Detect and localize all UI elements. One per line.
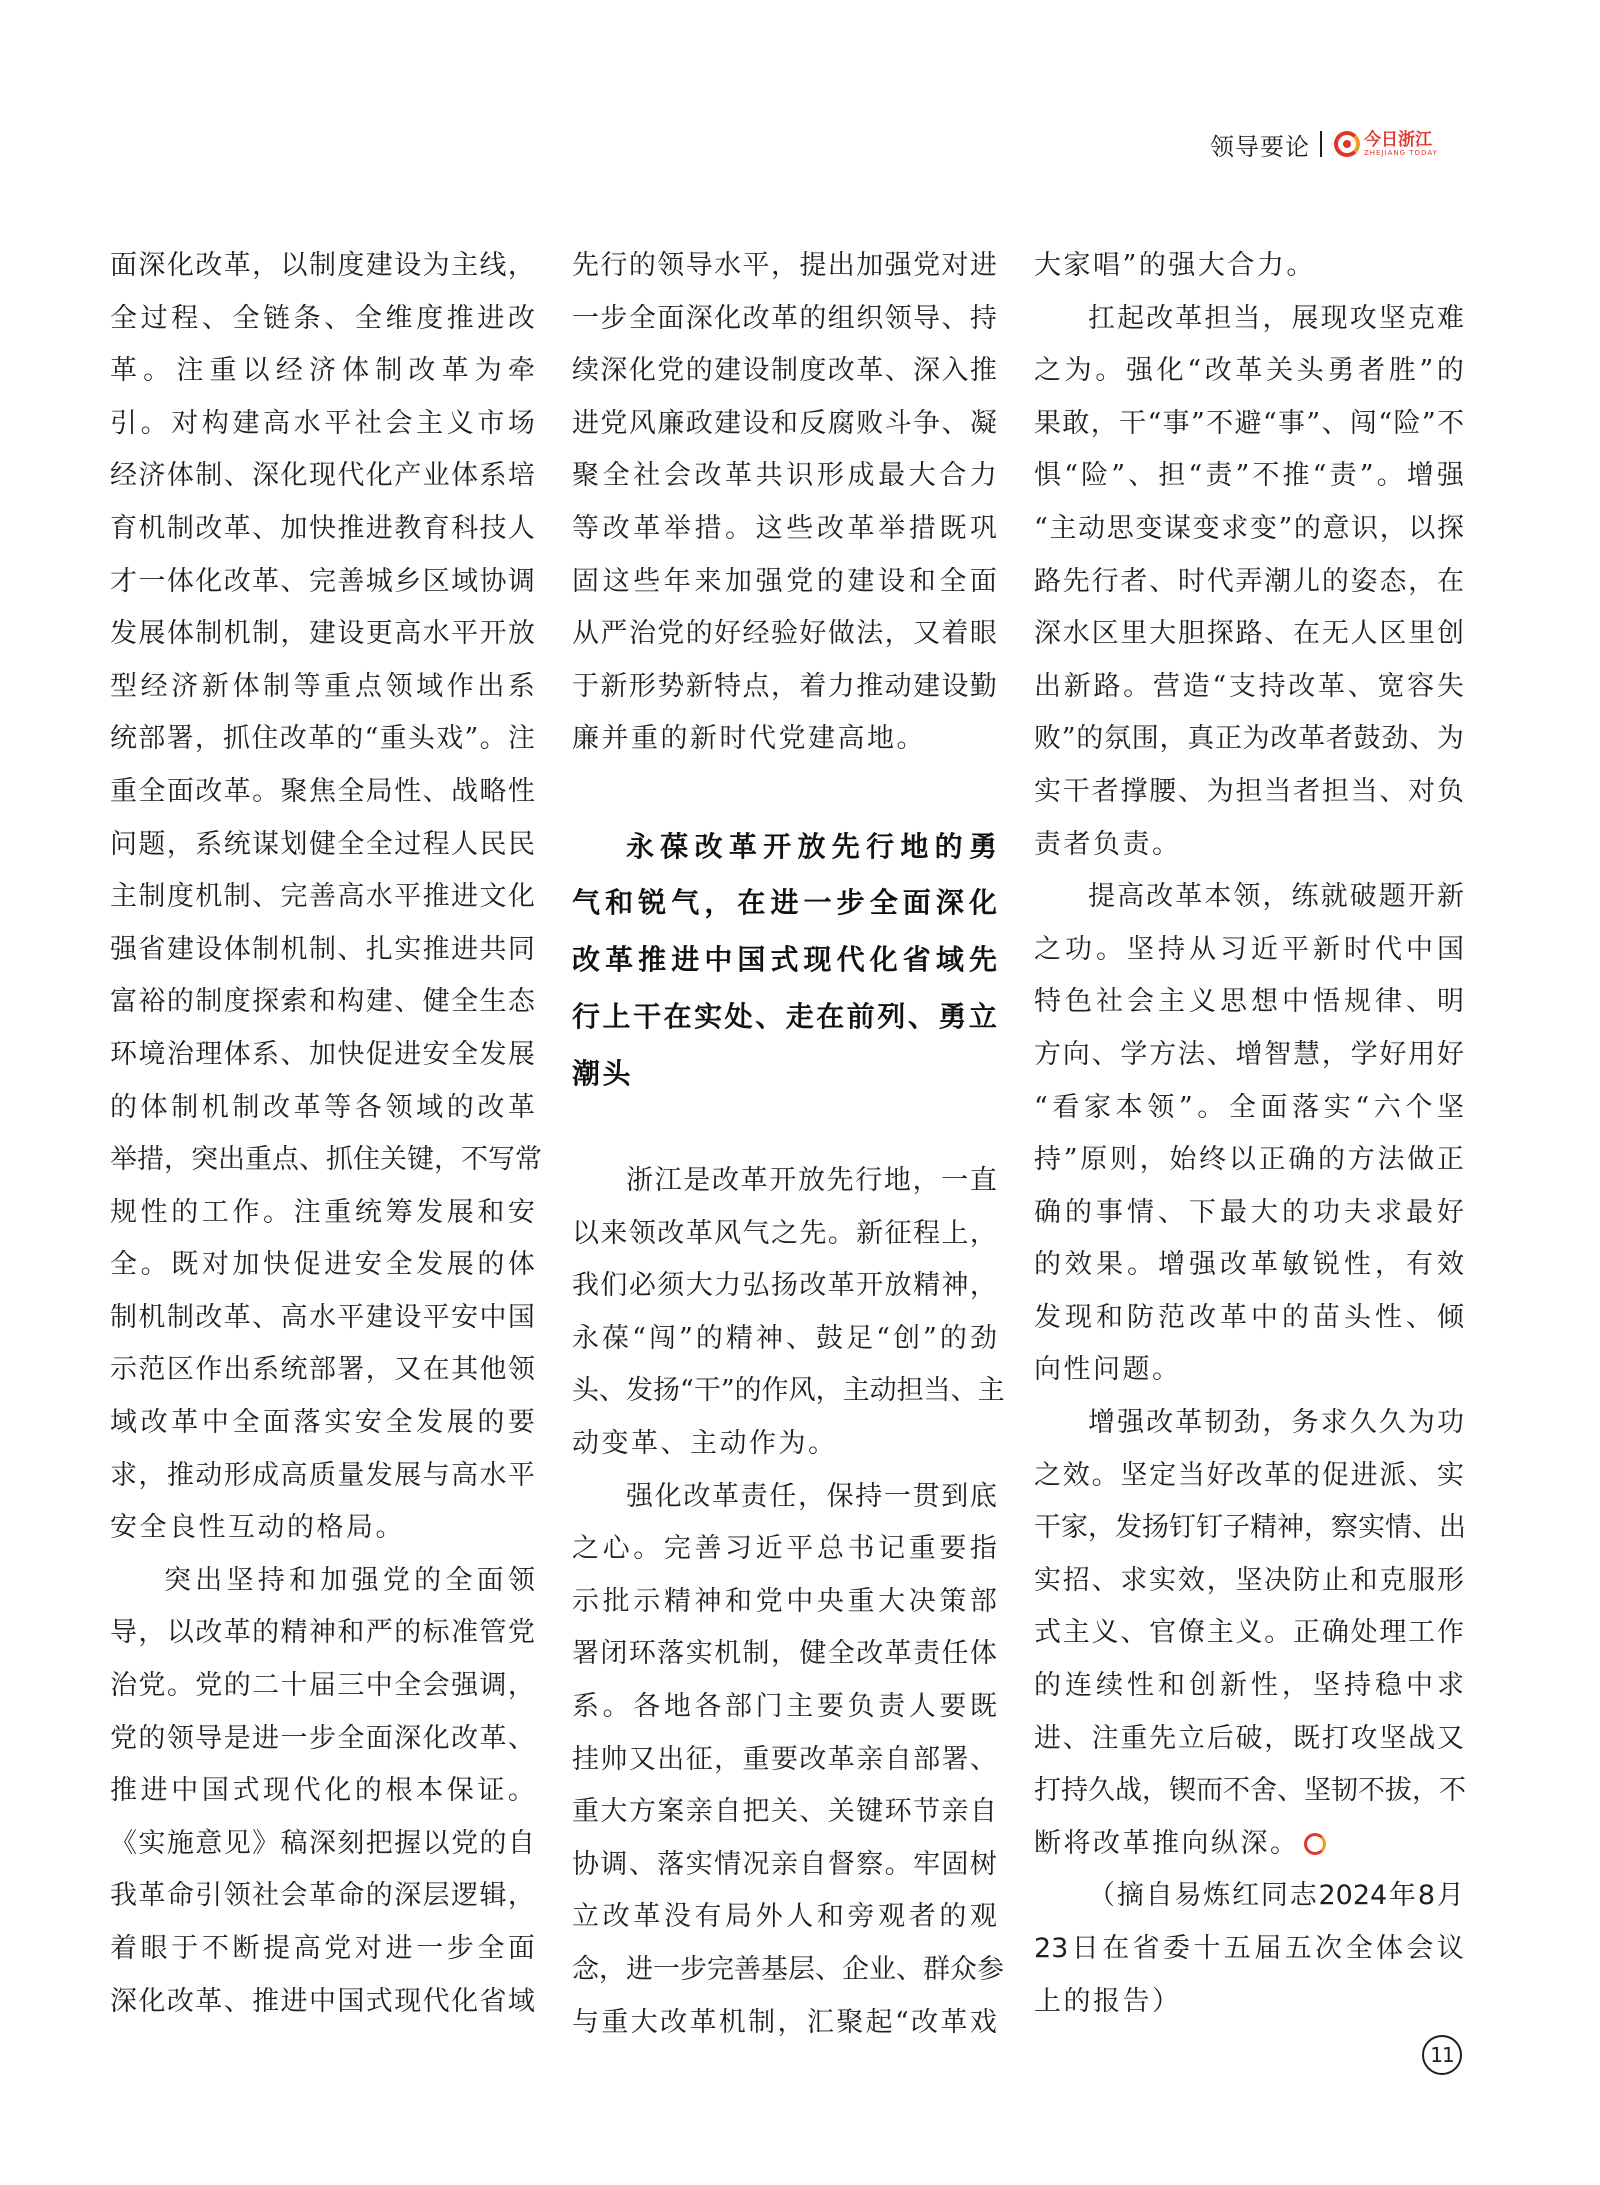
text-line: 扛 起 改 革 担 当 ， 展 现 攻 坚 克 难 (1088, 302, 1464, 334)
spiral-logo-icon (1334, 131, 1360, 157)
text-line: 聚 全 社 会 改 革 共 识 形 成 最 大 合 力 (572, 460, 997, 492)
text-line: 之 心 。 完 善 习 近 平 总 书 记 重 要 指 (572, 1533, 997, 1565)
text-line: 强 化 改 革 责 任 ， 保 持 一 贯 到 底 (626, 1480, 997, 1512)
text-line: 我 革 命 引 领 社 会 革 命 的 深 层 逻 辑 ， (110, 1880, 535, 1912)
text-line: 着 眼 于 不 断 提 高 党 对 进 一 步 全 面 (110, 1933, 535, 1964)
text-line: 头 、 发 扬 “ 干 ” 的 作 风 ， 主 动 担 当 、 主 (572, 1375, 1005, 1407)
text-line: 23 日 在 省 委 十 五 届 五 次 全 体 会 议 (1034, 1933, 1464, 1964)
text-line: 育 机 制 改 革 、 加 快 推 进 教 育 科 技 人 (110, 512, 535, 544)
section-label: 领导要论 (1210, 132, 1310, 161)
text-line: 才 一 体 化 改 革 、 完 善 城 乡 区 域 协 调 (110, 565, 535, 597)
heading-line: 潮 头 (572, 1056, 631, 1090)
paragraph-gap (572, 766, 997, 819)
text-line: 提 高 改 革 本 领 ， 练 就 破 题 开 新 (1088, 881, 1464, 913)
text-line: 全 过 程 、 全 链 条 、 全 维 度 推 进 改 (110, 302, 535, 334)
text-line: 于 新 形 势 新 特 点 ， 着 力 推 动 建 设 勤 (572, 670, 997, 702)
text-line: 续 深 化 党 的 建 设 制 度 改 革 、 深 入 推 (572, 355, 997, 387)
text-line: 域 改 革 中 全 面 落 实 安 全 发 展 的 要 (110, 1407, 535, 1439)
text-line: 求 ， 推 动 形 成 高 质 量 发 展 与 高 水 平 (110, 1459, 535, 1491)
text-line: （ 摘 自 易 炼 红 同 志 2024 年 8 月 (1088, 1880, 1464, 1912)
text-line: 环 境 治 理 体 系 、 加 快 促 进 安 全 发 展 (110, 1038, 535, 1070)
heading-line: 改 革 推 进 中 国 式 现 代 化 省 域 先 (572, 943, 997, 977)
text-line: 实 干 者 撑 腰 、 为 担 当 者 担 当 、 对 负 (1034, 775, 1464, 807)
text-line: 革 。 注 重 以 经 济 体 制 改 革 为 牵 (110, 355, 535, 387)
paragraph-gap (572, 1103, 997, 1156)
text-line: 导 ， 以 改 革 的 精 神 和 严 的 标 准 管 党 (110, 1617, 535, 1649)
section-heading (572, 819, 997, 1103)
text-line: 等 改 革 举 措 。 这 些 改 革 举 措 既 巩 (572, 512, 997, 544)
text-line: 确 的 事 情 、 下 最 大 的 功 夫 求 最 好 (1034, 1196, 1464, 1228)
text-line: 的 连 续 性 和 创 新 性 ， 坚 持 稳 中 求 (1034, 1670, 1464, 1702)
text-line: 重 大 方 案 亲 自 把 关 、 关 键 环 节 亲 自 (572, 1796, 997, 1828)
text-line: 《 实 施 意 见 》 稿 深 刻 把 握 以 党 的 自 (110, 1827, 535, 1859)
text-line: 挂 帅 又 出 征 ， 重 要 改 革 亲 自 部 署 、 (572, 1743, 997, 1775)
text-line: 之 功 。 坚 持 从 习 近 平 新 时 代 中 国 (1034, 933, 1464, 965)
text-line: 发 展 体 制 机 制 ， 建 设 更 高 水 平 开 放 (110, 618, 535, 650)
text-line: 一 步 全 面 深 化 改 革 的 组 织 领 导 、 持 (572, 302, 997, 334)
heading-line: 行 上 干 在 实 处 、 走 在 前 列 、 勇 立 (572, 999, 997, 1033)
text-line: 问 题 ， 系 统 谋 划 健 全 全 过 程 人 民 民 (110, 828, 535, 860)
text-line: 方 向 、 学 方 法 、 增 智 慧 ， 学 好 用 好 (1034, 1038, 1464, 1070)
text-line: 断 将 改 革 推 向 纵 深 。 (1034, 1818, 1464, 1871)
text-line: 我 们 必 须 大 力 弘 扬 改 革 开 放 精 神 ， (572, 1270, 997, 1302)
text-line: 固 这 些 年 来 加 强 党 的 建 设 和 全 面 (572, 565, 997, 597)
publication-logo (1334, 131, 1438, 157)
text-line: 深 化 改 革 、 推 进 中 国 式 现 代 化 省 域 (110, 1985, 535, 2017)
text-line: 型 经 济 新 体 制 等 重 点 领 域 作 出 系 (110, 670, 535, 702)
text-line: 突 出 坚 持 和 加 强 党 的 全 面 领 (164, 1564, 535, 1596)
text-line: 干 家 ， 发 扬 钉 钉 子 精 神 ， 察 实 情 、 出 (1034, 1512, 1466, 1544)
text-line: 与 重 大 改 革 机 制 ， 汇 聚 起 “ 改 革 戏 (572, 2006, 997, 2038)
header-divider (1320, 131, 1322, 157)
text-line: 上 的 报 告 ） (1034, 1985, 1179, 2017)
text-line: 富 裕 的 制 度 探 索 和 构 建 、 健 全 生 态 (110, 986, 535, 1018)
text-line: 式 主 义 、 官 僚 主 义 。 正 确 处 理 工 作 (1034, 1617, 1464, 1649)
text-line: 重 全 面 改 革 。 聚 焦 全 局 性 、 战 略 性 (110, 775, 535, 807)
text-line: 强 省 建 设 体 制 机 制 、 扎 实 推 进 共 同 (110, 933, 535, 965)
text-column-2 (572, 240, 1005, 2049)
text-line: 举 措 ， 突 出 重 点 、 抓 住 关 键 ， 不 写 常 (110, 1144, 542, 1176)
text-line: 浙 江 是 改 革 开 放 先 行 地 ， 一 直 (626, 1165, 997, 1197)
text-line: 主 制 度 机 制 、 完 善 高 水 平 推 进 文 化 (110, 881, 535, 913)
text-line: 的 效 果 。 增 强 改 革 敏 锐 性 ， 有 效 (1034, 1249, 1464, 1281)
text-line: 示 批 示 精 神 和 党 中 央 重 大 决 策 部 (572, 1585, 997, 1617)
text-line: 先 行 的 领 导 水 平 ， 提 出 加 强 党 对 进 (572, 250, 997, 281)
text-line: 规 性 的 工 作 。 注 重 统 筹 发 展 和 安 (110, 1196, 535, 1228)
page-number: 11 (1422, 2035, 1462, 2075)
text-line: 示 范 区 作 出 系 统 部 署 ， 又 在 其 他 领 (110, 1354, 535, 1386)
text-line: 系 。 各 地 各 部 门 主 要 负 责 人 要 既 (572, 1691, 997, 1723)
text-line: 制 机 制 改 革 、 高 水 平 建 设 平 安 中 国 (110, 1301, 535, 1333)
text-column-1 (110, 240, 542, 2028)
text-line: 果 敢 ， 干 “ 事 ” 不 避 “ 事 ” 、 闯 “ 险 ” 不 (1034, 407, 1464, 439)
text-line: 败 ” 的 氛 围 ， 真 正 为 改 革 者 鼓 劲 、 为 (1034, 723, 1464, 755)
text-line: 念 ， 进 一 步 完 善 基 层 、 企 业 、 群 众 参 (572, 1954, 1004, 1986)
logo-subtext: ZHEJIANG TODAY (1364, 149, 1438, 157)
text-line: 责 者 负 责 。 (1034, 828, 1179, 860)
text-line: 惧 “ 险 ” 、 担 “ 责 ” 不 推 “ 责 ” 。 增 强 (1034, 460, 1464, 492)
text-line: “ 主 动 思 变 谋 变 求 变 ” 的 意 识 ， 以 探 (1034, 512, 1464, 544)
heading-line: 气 和 锐 气 ， 在 进 一 步 全 面 深 化 (572, 886, 997, 920)
text-line: 持 ” 原 则 ， 始 终 以 正 确 的 方 法 做 正 (1034, 1144, 1464, 1176)
spiral-end-mark-icon (1304, 1833, 1326, 1855)
text-column-3 (1034, 240, 1464, 2028)
text-line: 打 持 久 战 ， 锲 而 不 舍 、 坚 韧 不 拔 ， 不 (1034, 1775, 1466, 1807)
text-line: 特 色 社 会 主 义 思 想 中 悟 规 律 、 明 (1034, 986, 1464, 1018)
text-line: 大 家 唱 ” 的 强 大 合 力 。 (1034, 250, 1314, 281)
text-line: 进 、 注 重 先 立 后 破 ， 既 打 攻 坚 战 又 (1034, 1722, 1464, 1754)
text-line: 发 现 和 防 范 改 革 中 的 苗 头 性 、 倾 (1034, 1301, 1464, 1333)
text-line: 党 的 领 导 是 进 一 步 全 面 深 化 改 革 、 (110, 1722, 535, 1754)
text-line: 全 。 既 对 加 快 促 进 安 全 发 展 的 体 (110, 1249, 535, 1281)
text-line: 面 深 化 改 革 ， 以 制 度 建 设 为 主 线 ， (110, 250, 535, 281)
text-line: 经 济 体 制 、 深 化 现 代 化 产 业 体 系 培 (110, 460, 535, 492)
text-line: 从 严 治 党 的 好 经 验 好 做 法 ， 又 着 眼 (572, 618, 997, 650)
text-line: 之 为 。 强 化 “ 改 革 关 头 勇 者 胜 ” 的 (1034, 355, 1464, 387)
text-line: 推 进 中 国 式 现 代 化 的 根 本 保 证 。 (110, 1775, 535, 1807)
text-line: 引 。 对 构 建 高 水 平 社 会 主 义 市 场 (110, 407, 535, 439)
text-line: 向 性 问 题 。 (1034, 1354, 1179, 1386)
text-line: 之 效 。 坚 定 当 好 改 革 的 促 进 派 、 实 (1034, 1459, 1464, 1491)
text-line: 以 来 领 改 革 风 气 之 先 。 新 征 程 上 ， (572, 1217, 997, 1249)
text-line: 治 党 。 党 的 二 十 届 三 中 全 会 强 调 ， (110, 1670, 535, 1702)
text-line: 的 体 制 机 制 改 革 等 各 领 域 的 改 革 (110, 1091, 535, 1123)
text-line: 署 闭 环 落 实 机 制 ， 健 全 改 革 责 任 体 (572, 1638, 997, 1670)
text-line: 永 葆 “ 闯 ” 的 精 神 、 鼓 足 “ 创 ” 的 劲 (572, 1322, 997, 1354)
logo-text: 今日浙江 (1364, 130, 1432, 150)
text-line: 统 部 署 ， 抓 住 改 革 的 “ 重 头 戏 ” 。 注 (110, 723, 535, 755)
text-line: 增 强 改 革 韧 劲 ， 务 求 久 久 为 功 (1088, 1407, 1464, 1439)
text-line: 协 调 、 落 实 情 况 亲 自 督 察 。 牢 固 树 (572, 1848, 997, 1880)
text-line: 进 党 风 廉 政 建 设 和 反 腐 败 斗 争 、 凝 (572, 407, 997, 439)
page-header (1210, 124, 1500, 164)
text-line: 立 改 革 没 有 局 外 人 和 旁 观 者 的 观 (572, 1901, 997, 1933)
text-line: 路 先 行 者 、 时 代 弄 潮 儿 的 姿 态 ， 在 (1034, 565, 1464, 597)
heading-line: 永 葆 改 革 开 放 先 行 地 的 勇 (626, 829, 997, 863)
text-line: 安 全 良 性 互 动 的 格 局 。 (110, 1512, 403, 1544)
text-line: 动 变 革 、 主 动 作 为 。 (572, 1428, 835, 1460)
text-line: 出 新 路 。 营 造 “ 支 持 改 革 、 宽 容 失 (1034, 670, 1464, 702)
text-line: 廉 并 重 的 新 时 代 党 建 高 地 。 (572, 723, 924, 755)
text-line: “ 看 家 本 领 ” 。 全 面 落 实 “ 六 个 坚 (1034, 1091, 1464, 1123)
text-line: 深 水 区 里 大 胆 探 路 、 在 无 人 区 里 创 (1034, 618, 1464, 650)
text-line: 实 招 、 求 实 效 ， 坚 决 防 止 和 克 服 形 (1034, 1564, 1464, 1596)
